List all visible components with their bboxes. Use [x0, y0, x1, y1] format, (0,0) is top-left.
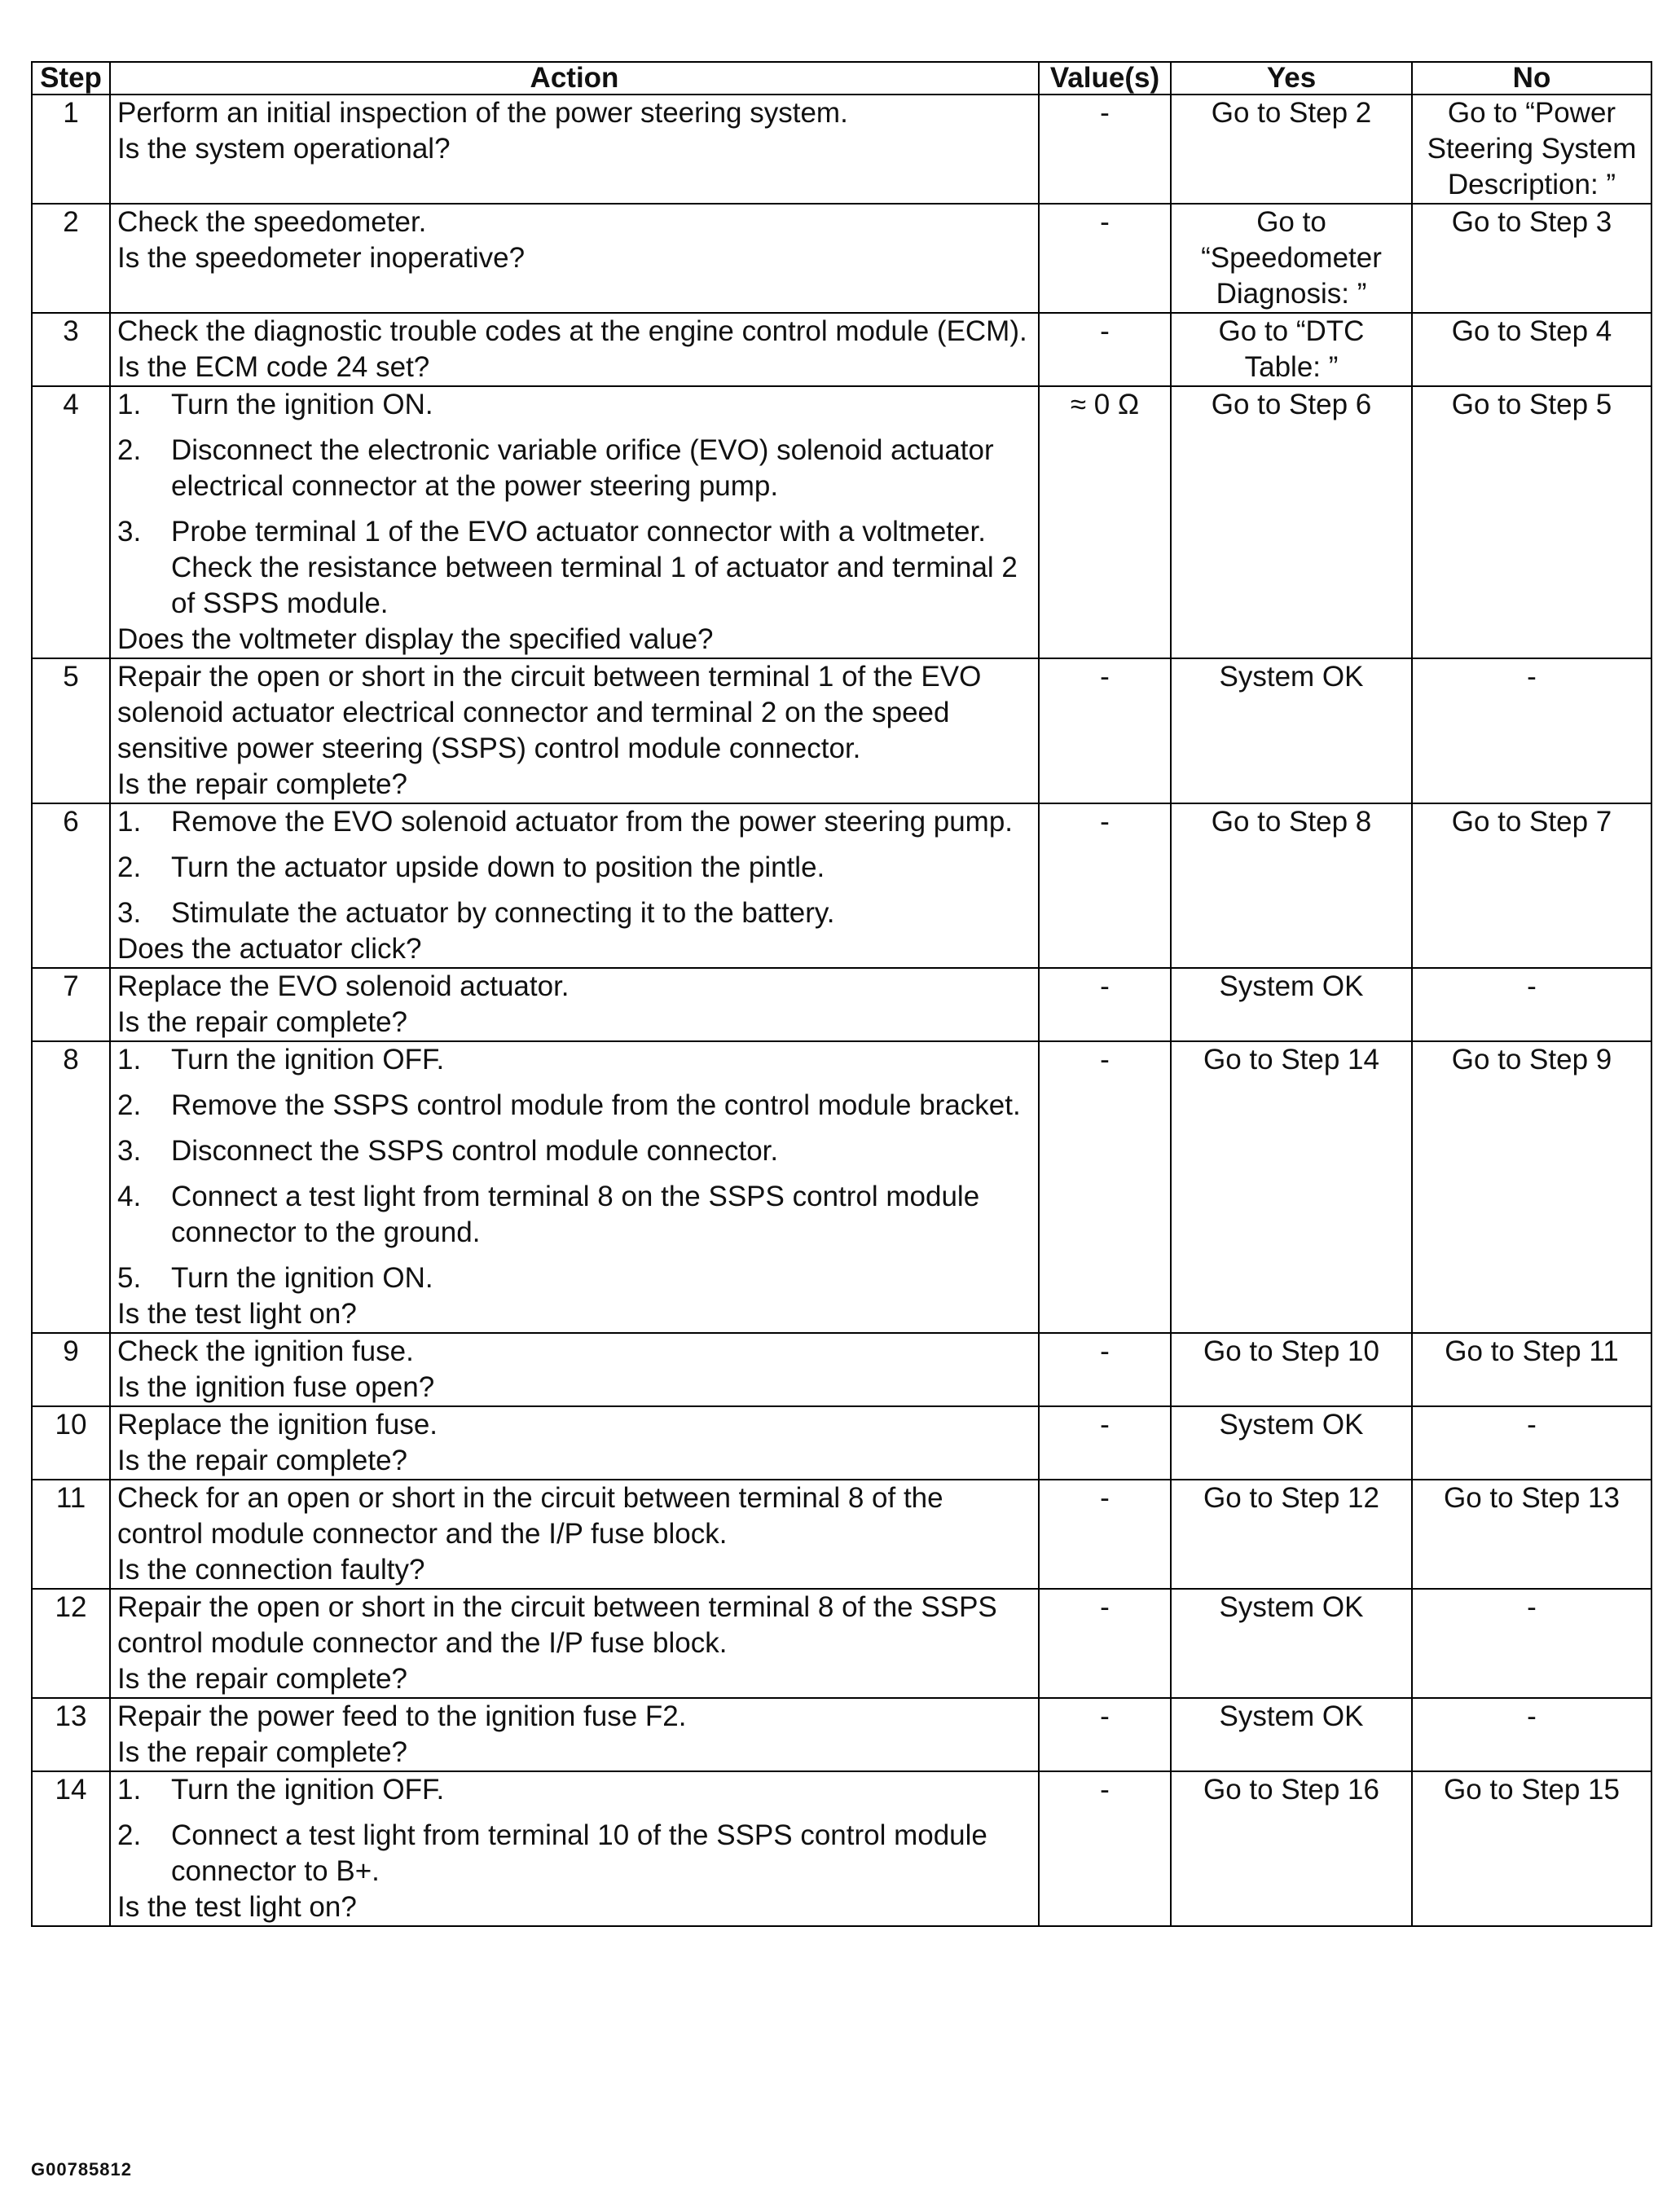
action-step-list [117, 387, 1031, 622]
step-number: 2 [32, 204, 110, 313]
no-result: Go to Step 3 [1412, 204, 1651, 313]
action-cell [110, 1589, 1039, 1698]
action-text: Is the repair complete? [117, 1663, 408, 1695]
yes-result: Go to Step 2 [1171, 95, 1412, 204]
yes-result: Go to Step 14 [1171, 1041, 1412, 1333]
action-step-item [117, 1133, 1031, 1169]
yes-result: System OK [1171, 968, 1412, 1041]
no-result: - [1412, 658, 1651, 803]
yes-result: System OK [1171, 1698, 1412, 1771]
yes-result: Go to Step 12 [1171, 1480, 1412, 1589]
action-step-text: Disconnect the SSPS control module connector. [171, 1135, 779, 1167]
value-cell: - [1039, 204, 1171, 313]
value-cell: - [1039, 95, 1171, 204]
action-step-text: Stimulate the actuator by connecting it to the battery. [171, 897, 835, 929]
header-yes: Yes [1171, 62, 1412, 95]
header-action: Action [110, 62, 1039, 95]
table-row [32, 386, 1651, 658]
yes-result: System OK [1171, 1589, 1412, 1698]
value-cell: - [1039, 1041, 1171, 1333]
action-text: Is the repair complete? [117, 768, 408, 800]
action-step-item [117, 387, 1031, 423]
table-row [32, 1589, 1651, 1698]
value-cell: - [1039, 1406, 1171, 1480]
action-step-item [117, 514, 1031, 622]
yes-result: Go to Step 10 [1171, 1333, 1412, 1406]
yes-result: Go to “DTC Table: ” [1171, 313, 1412, 386]
no-result: - [1412, 968, 1651, 1041]
action-text: Is the test light on? [117, 1298, 357, 1330]
action-step-number: 5. [117, 1262, 142, 1294]
action-step-list [117, 1772, 1031, 1889]
action-step-text: Remove the SSPS control module from the control module bracket. [171, 1089, 1021, 1121]
action-cell [110, 1041, 1039, 1333]
action-step-item [117, 1772, 1031, 1808]
yes-result: Go to “Speedometer Diagnosis: ” [1171, 204, 1412, 313]
no-result: Go to Step 4 [1412, 313, 1651, 386]
action-cell [110, 1480, 1039, 1589]
step-number: 13 [32, 1698, 110, 1771]
action-step-item [117, 1179, 1031, 1251]
action-step-number: 2. [117, 434, 142, 466]
table-row [32, 1771, 1651, 1926]
table-row [32, 1041, 1651, 1333]
action-step-text: Probe terminal 1 of the EVO actuator connector with a voltmeter. Check the resistance between terminal 1 of actuator and terminal 2 of SSPS module. [171, 516, 1018, 619]
header-values: Value(s) [1039, 62, 1171, 95]
step-number: 4 [32, 386, 110, 658]
action-text: Is the speedometer inoperative? [117, 242, 526, 274]
step-number: 7 [32, 968, 110, 1041]
action-step-text: Turn the actuator upside down to position the pintle. [171, 851, 825, 883]
value-cell: - [1039, 1771, 1171, 1926]
action-text: Is the repair complete? [117, 1445, 408, 1476]
action-text: Repair the power feed to the ignition fuse F2. [117, 1700, 687, 1732]
action-step-number: 3. [117, 516, 142, 548]
yes-result: Go to Step 8 [1171, 803, 1412, 968]
no-result: - [1412, 1589, 1651, 1698]
action-step-text: Turn the ignition OFF. [171, 1044, 445, 1076]
action-text: Check for an open or short in the circuit between terminal 8 of the control module connector and the I/P fuse block. [117, 1482, 943, 1550]
action-text: Replace the ignition fuse. [117, 1409, 438, 1441]
action-step-item [117, 850, 1031, 886]
action-step-text: Connect a test light from terminal 10 of the SSPS control module connector to B+. [171, 1819, 987, 1887]
action-step-number: 3. [117, 897, 142, 929]
table-row [32, 803, 1651, 968]
action-cell [110, 95, 1039, 204]
action-step-item [117, 895, 1031, 931]
action-text: Check the diagnostic trouble codes at the engine control module (ECM). [117, 315, 1027, 347]
value-cell: - [1039, 1333, 1171, 1406]
action-step-text: Disconnect the electronic variable orifice (EVO) solenoid actuator electrical connector at the power steering pump. [171, 434, 994, 502]
step-number: 3 [32, 313, 110, 386]
no-result: Go to Step 15 [1412, 1771, 1651, 1926]
action-text: Is the ignition fuse open? [117, 1371, 435, 1403]
diagnostic-table [31, 61, 1652, 1927]
value-cell: - [1039, 1698, 1171, 1771]
action-step-text: Remove the EVO solenoid actuator from the power steering pump. [171, 806, 1014, 838]
step-number: 1 [32, 95, 110, 204]
action-cell [110, 1333, 1039, 1406]
action-text: Is the system operational? [117, 133, 451, 165]
action-text: Is the test light on? [117, 1891, 357, 1923]
header-step: Step [32, 62, 110, 95]
table-row [32, 95, 1651, 204]
action-text: Does the actuator click? [117, 933, 422, 965]
action-step-number: 1. [117, 389, 142, 420]
value-cell: - [1039, 313, 1171, 386]
no-result: Go to Step 13 [1412, 1480, 1651, 1589]
action-step-item [117, 1818, 1031, 1889]
action-text: Repair the open or short in the circuit between terminal 8 of the SSPS control module connector and the I/P fuse block. [117, 1591, 997, 1659]
step-number: 6 [32, 803, 110, 968]
action-step-item [117, 1088, 1031, 1124]
action-step-number: 1. [117, 1044, 142, 1076]
action-step-number: 2. [117, 851, 142, 883]
action-step-item [117, 1042, 1031, 1078]
table-row [32, 1698, 1651, 1771]
no-result: Go to Step 7 [1412, 803, 1651, 968]
table-row [32, 1480, 1651, 1589]
table-row [32, 968, 1651, 1041]
step-number: 14 [32, 1771, 110, 1926]
action-cell [110, 1771, 1039, 1926]
action-step-number: 2. [117, 1819, 142, 1851]
action-cell [110, 386, 1039, 658]
step-number: 11 [32, 1480, 110, 1589]
step-number: 12 [32, 1589, 110, 1698]
value-cell: - [1039, 658, 1171, 803]
action-text: Is the repair complete? [117, 1006, 408, 1038]
action-step-text: Turn the ignition OFF. [171, 1774, 445, 1806]
table-header [32, 62, 1651, 95]
yes-result: System OK [1171, 658, 1412, 803]
action-step-text: Connect a test light from terminal 8 on the SSPS control module connector to the ground. [171, 1181, 980, 1248]
header-row [32, 62, 1651, 95]
table-row [32, 313, 1651, 386]
action-cell [110, 968, 1039, 1041]
table-body [32, 95, 1651, 1926]
yes-result: Go to Step 16 [1171, 1771, 1412, 1926]
action-step-number: 3. [117, 1135, 142, 1167]
step-number: 8 [32, 1041, 110, 1333]
yes-result: System OK [1171, 1406, 1412, 1480]
action-text: Check the ignition fuse. [117, 1335, 414, 1367]
table-row [32, 1333, 1651, 1406]
action-text: Replace the EVO solenoid actuator. [117, 970, 570, 1002]
value-cell: - [1039, 803, 1171, 968]
action-cell [110, 1406, 1039, 1480]
no-result: Go to “Power Steering System Description: ” [1412, 95, 1651, 204]
action-text: Repair the open or short in the circuit between terminal 1 of the EVO solenoid actuator electrical connector and terminal 2 on the speed sensitive power steering (SSPS) control module connector. [117, 661, 982, 764]
yes-result: Go to Step 6 [1171, 386, 1412, 658]
action-step-text: Turn the ignition ON. [171, 1262, 433, 1294]
action-text: Is the ECM code 24 set? [117, 351, 430, 383]
no-result: Go to Step 9 [1412, 1041, 1651, 1333]
table-row [32, 204, 1651, 313]
value-cell: - [1039, 968, 1171, 1041]
action-text: Check the speedometer. [117, 206, 427, 238]
action-cell [110, 204, 1039, 313]
action-cell [110, 1698, 1039, 1771]
header-no: No [1412, 62, 1651, 95]
no-result: - [1412, 1698, 1651, 1771]
action-step-list [117, 804, 1031, 931]
value-cell: ≈ 0 Ω [1039, 386, 1171, 658]
table-row [32, 1406, 1651, 1480]
action-step-item [117, 1260, 1031, 1296]
figure-code: G00785812 [31, 2159, 132, 2180]
value-cell: - [1039, 1589, 1171, 1698]
action-step-list [117, 1042, 1031, 1296]
value-cell: - [1039, 1480, 1171, 1589]
step-number: 9 [32, 1333, 110, 1406]
table-row [32, 658, 1651, 803]
action-text: Does the voltmeter display the specified value? [117, 623, 714, 655]
step-number: 10 [32, 1406, 110, 1480]
action-step-item [117, 433, 1031, 504]
action-cell [110, 803, 1039, 968]
action-step-item [117, 804, 1031, 840]
no-result: Go to Step 5 [1412, 386, 1651, 658]
action-text: Perform an initial inspection of the power steering system. [117, 97, 848, 129]
action-text: Is the repair complete? [117, 1736, 408, 1768]
action-text: Is the connection faulty? [117, 1554, 425, 1586]
action-cell [110, 313, 1039, 386]
action-step-number: 4. [117, 1181, 142, 1212]
step-number: 5 [32, 658, 110, 803]
no-result: - [1412, 1406, 1651, 1480]
action-step-number: 1. [117, 806, 142, 838]
action-step-number: 1. [117, 1774, 142, 1806]
action-cell [110, 658, 1039, 803]
action-step-text: Turn the ignition ON. [171, 389, 433, 420]
no-result: Go to Step 11 [1412, 1333, 1651, 1406]
action-step-number: 2. [117, 1089, 142, 1121]
